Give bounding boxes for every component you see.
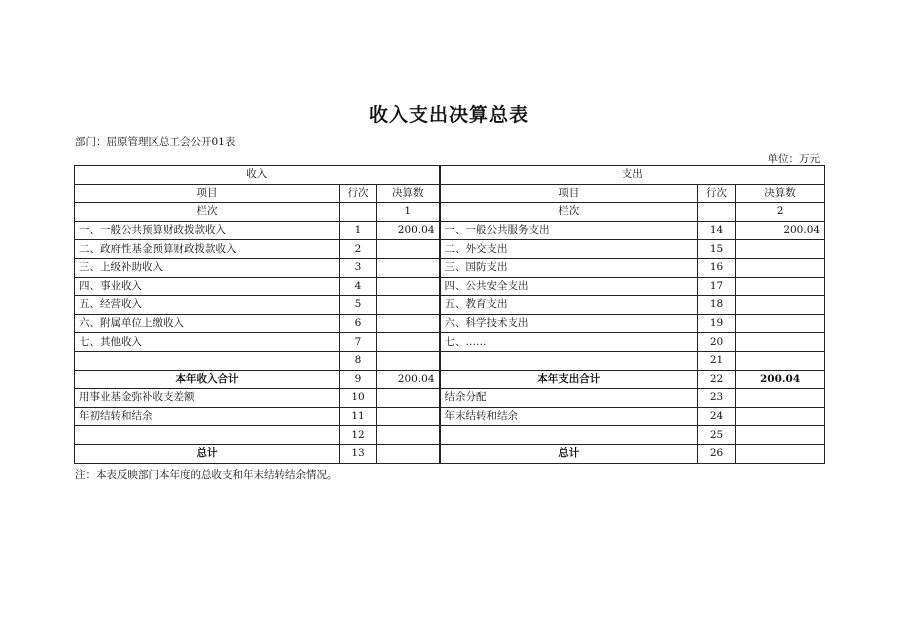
income-item-cell: 六、附属单位上缴收入 [75,314,340,333]
expense-amount-cell [736,314,825,333]
expense-item-cell: 七、…… [440,333,698,352]
table-row [75,277,825,296]
income-line-cell: 10 [340,389,377,408]
income-item-cell: 二、政府性基金预算财政拨款收入 [75,240,340,259]
table-row [75,221,825,240]
income-amount-cell [377,389,440,408]
expense-line-cell: 25 [698,426,736,445]
expense-lan-ci: 栏次 [440,203,698,222]
expense-item-cell: 五、教育支出 [440,296,698,315]
income-line-cell: 8 [340,351,377,370]
income-item-header: 项目 [75,184,340,203]
income-item-cell: 三、上级补助收入 [75,258,340,277]
income-amount-cell [377,277,440,296]
table-row [75,389,825,408]
expense-line-cell: 26 [698,444,736,463]
income-amount-header: 决算数 [377,184,440,203]
income-line-cell: 1 [340,221,377,240]
expense-item-header: 项目 [440,184,698,203]
income-lan-ci-line [340,203,377,222]
lan-ci-row [75,203,825,222]
expense-line-cell: 16 [698,258,736,277]
income-item-cell: 本年收入合计 [75,370,340,389]
expense-amount-cell [736,258,825,277]
income-amount-cell [377,333,440,352]
income-amount-cell [377,240,440,259]
income-amount-cell [377,426,440,445]
expense-lan-ci-line [698,203,736,222]
income-item-cell [75,351,340,370]
expense-item-cell: 三、国防支出 [440,258,698,277]
income-line-cell: 2 [340,240,377,259]
expense-item-cell: 六、科学技术支出 [440,314,698,333]
section-header-row [75,166,825,185]
income-item-cell: 年初结转和结余 [75,407,340,426]
expense-line-cell: 19 [698,314,736,333]
income-section-header: 收入 [75,166,440,185]
table-row [75,444,825,463]
income-line-header: 行次 [340,184,377,203]
expense-item-cell: 结余分配 [440,389,698,408]
income-item-cell: 五、经营收入 [75,296,340,315]
income-amount-cell [377,351,440,370]
income-amount-cell [377,444,440,463]
table-row [75,351,825,370]
income-item-cell: 四、事业收入 [75,277,340,296]
unit-label: 单位：万元 [767,153,820,165]
expense-line-cell: 14 [698,221,736,240]
expense-line-cell: 15 [698,240,736,259]
income-line-cell: 11 [340,407,377,426]
expense-amount-cell [736,333,825,352]
income-column-number: 1 [377,203,440,222]
expense-amount-cell [736,407,825,426]
income-amount-cell [377,314,440,333]
expense-line-header: 行次 [698,184,736,203]
expense-line-cell: 21 [698,351,736,370]
income-lan-ci: 栏次 [75,203,340,222]
income-expense-table [74,165,825,464]
expense-amount-header: 决算数 [736,184,825,203]
expense-item-cell: 总计 [440,444,698,463]
income-line-cell: 6 [340,314,377,333]
expense-item-cell [440,351,698,370]
expense-item-cell: 本年支出合计 [440,370,698,389]
income-amount-cell [377,407,440,426]
expense-amount-cell [736,389,825,408]
table-row [75,426,825,445]
table-row [75,258,825,277]
table-row [75,314,825,333]
expense-line-cell: 18 [698,296,736,315]
expense-amount-cell [736,351,825,370]
income-amount-cell: 200.04 [377,221,440,240]
table-row [75,370,825,389]
income-line-cell: 9 [340,370,377,389]
expense-amount-cell [736,296,825,315]
page-title: 收入支出决算总表 [368,104,529,126]
expense-item-cell: 年末结转和结余 [440,407,698,426]
expense-item-cell: 一、一般公共服务支出 [440,221,698,240]
income-line-cell: 13 [340,444,377,463]
expense-amount-cell [736,240,825,259]
income-line-cell: 12 [340,426,377,445]
expense-amount-cell [736,426,825,445]
column-header-row [75,184,825,203]
income-item-cell: 总计 [75,444,340,463]
income-item-cell [75,426,340,445]
expense-line-cell: 24 [698,407,736,426]
table-row [75,407,825,426]
expense-amount-cell [736,277,825,296]
expense-line-cell: 17 [698,277,736,296]
table-row [75,240,825,259]
expense-item-cell: 二、外交支出 [440,240,698,259]
income-line-cell: 3 [340,258,377,277]
income-item-cell: 一、一般公共预算财政拨款收入 [75,221,340,240]
table-row [75,296,825,315]
income-item-cell: 七、其他收入 [75,333,340,352]
expense-column-number: 2 [736,203,825,222]
expense-item-cell: 四、公共安全支出 [440,277,698,296]
expense-line-cell: 23 [698,389,736,408]
table-row [75,333,825,352]
expense-amount-cell: 200.04 [736,370,825,389]
table-note: 注：本表反映部门本年度的总收支和年末结转结余情况。 [75,469,338,481]
income-line-cell: 5 [340,296,377,315]
expense-section-header: 支出 [440,166,825,185]
income-item-cell: 用事业基金弥补收支差额 [75,389,340,408]
department-label: 部门：屈原管理区总工会公开01表 [75,136,236,148]
income-amount-cell [377,258,440,277]
expense-amount-cell: 200.04 [736,221,825,240]
income-line-cell: 4 [340,277,377,296]
expense-line-cell: 20 [698,333,736,352]
income-amount-cell: 200.04 [377,370,440,389]
income-amount-cell [377,296,440,315]
expense-amount-cell [736,444,825,463]
expense-line-cell: 22 [698,370,736,389]
income-line-cell: 7 [340,333,377,352]
expense-item-cell [440,426,698,445]
